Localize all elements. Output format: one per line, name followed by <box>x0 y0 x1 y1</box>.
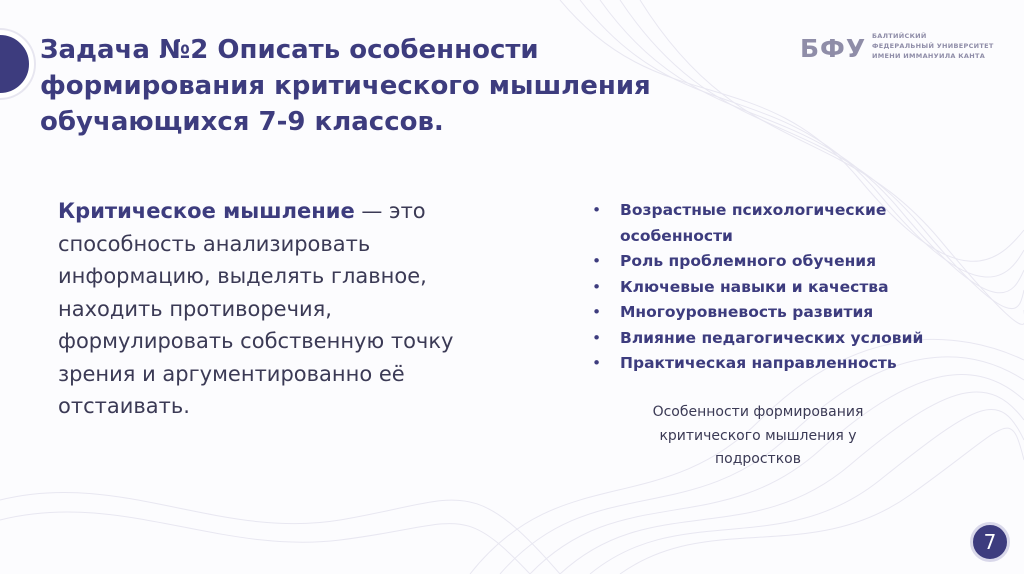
definition-dash: — <box>354 199 390 223</box>
definition-text <box>58 195 528 423</box>
logo-caption-line: БАЛТИЙСКИЙ <box>872 32 927 40</box>
definition-line: это <box>389 199 426 223</box>
bullet-icon: • <box>592 328 602 347</box>
caption <box>598 401 918 472</box>
logo-caption-line: ИМЕНИ ИММАНУИЛА КАНТА <box>872 52 986 60</box>
logo-caption <box>872 31 1000 61</box>
definition-line: находить противоречия, <box>58 296 332 321</box>
list-item-text: Многоуровневость развития <box>620 303 874 321</box>
definition-line: информацию, выделять главное, <box>58 264 427 288</box>
university-logo <box>800 30 1000 66</box>
definition-line: способность анализировать <box>58 231 371 256</box>
bullet-icon: • <box>592 277 602 296</box>
caption-line: подростков <box>715 451 801 467</box>
list-item <box>592 351 972 377</box>
definition-term: Критическое мышление <box>58 199 355 223</box>
list-item <box>592 300 972 326</box>
caption-line: критического мышления у <box>659 427 857 444</box>
list-item-text: Возрастные психологические <box>620 201 887 219</box>
list-item <box>592 249 972 275</box>
list-item <box>592 326 972 352</box>
slide-title <box>40 32 720 140</box>
bullet-icon: • <box>592 252 602 270</box>
list-item <box>592 275 972 301</box>
caption-line: Особенности формирования <box>652 404 864 420</box>
definition-line: формулировать собственную точку <box>58 329 454 353</box>
page-number-badge: 7 <box>970 522 1010 562</box>
title-line: обучающихся 7-9 классов. <box>40 107 444 137</box>
list-item-text: Влияние педагогических условий <box>620 328 924 347</box>
list-item-text: особенности <box>620 226 733 245</box>
logo-mark-text: БФУ <box>800 34 866 60</box>
list-item <box>592 198 972 249</box>
list-item-text: Ключевые навыки и качества <box>620 277 889 296</box>
definition-line: зрения и аргументированно её <box>58 361 405 386</box>
list-item-text: Практическая направленность <box>620 354 897 372</box>
bullet-icon: • <box>592 201 602 219</box>
logo-caption-line: ФЕДЕРАЛЬНЫЙ УНИВЕРСИТЕТ <box>872 42 994 50</box>
title-line: Задача №2 Описать особенности <box>40 35 539 65</box>
definition-line: отстаивать. <box>58 394 190 418</box>
bullet-icon: • <box>592 303 602 321</box>
bullet-icon: • <box>592 354 602 372</box>
list-item-text: Роль проблемного обучения <box>620 252 877 270</box>
bullet-list <box>592 198 972 377</box>
bfu-logo-mark <box>800 34 866 60</box>
title-line: формирования критического мышления <box>40 71 651 101</box>
